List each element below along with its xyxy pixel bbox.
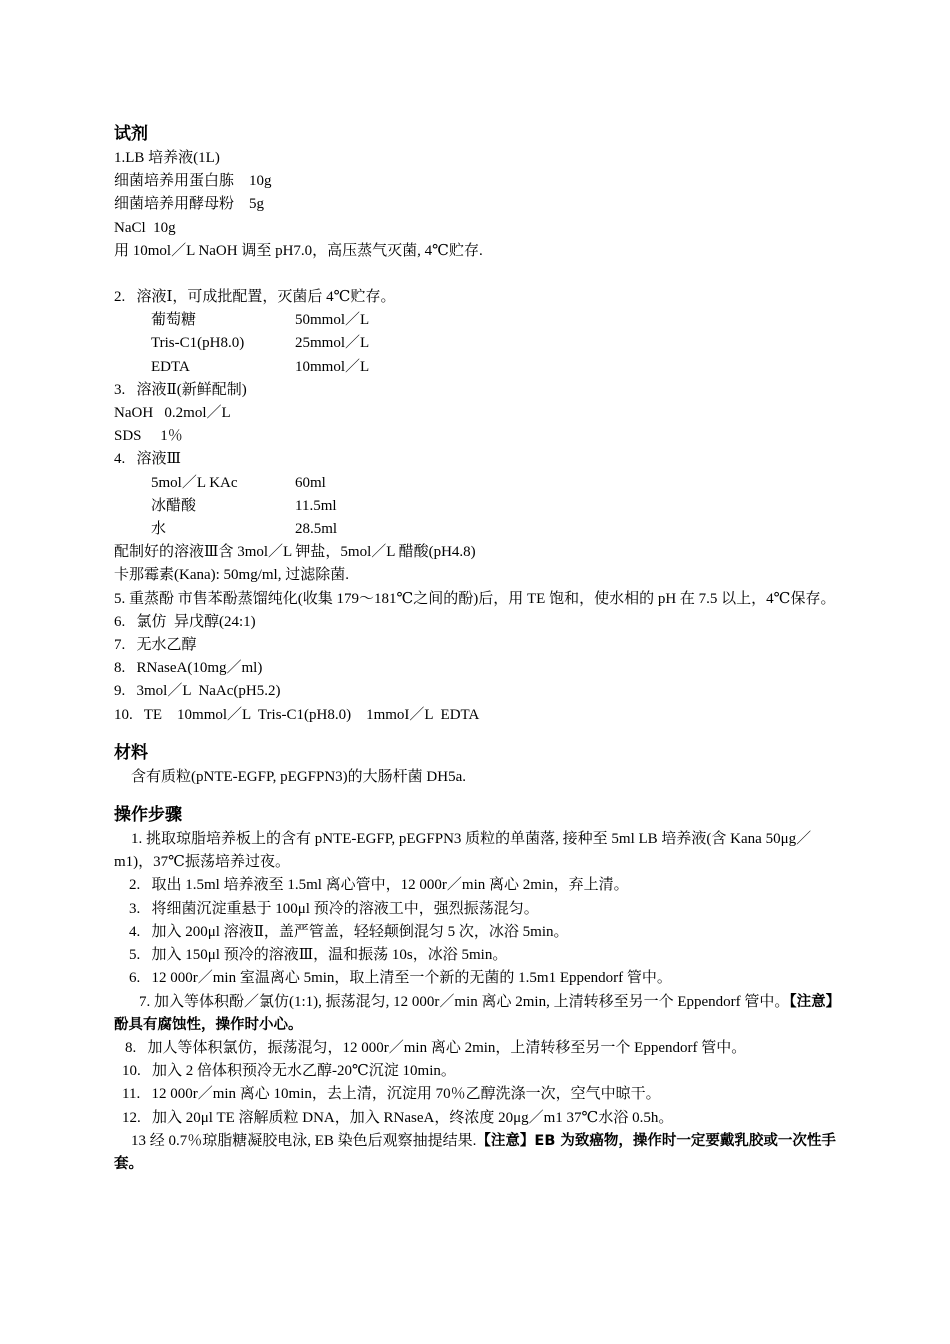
lb-line-4: 用 10mol／L NaOH 调至 pH7.0，高压蒸气灭菌, 4℃贮存. xyxy=(114,242,483,259)
component-name: Tris-C1(pH8.0) xyxy=(151,335,245,352)
reagent-item-6: 6. 氯仿 异戊醇(24:1) xyxy=(114,613,256,630)
component-amount: 50mmol／L xyxy=(295,312,370,329)
reagent-item-8: 8. RNaseA(10mg／ml) xyxy=(114,660,263,677)
step-11: 11. 12 000r／min 离心 10min，去上清，沉淀用 70％乙醇洗涤一次，空气中晾干。 xyxy=(122,1086,661,1103)
lb-line-1: 细菌培养用蛋白胨 10g xyxy=(114,173,272,190)
step-2: 2. 取出 1.5ml 培养液至 1.5ml 离心管中，12 000r／min 离心 2min，弃上清。 xyxy=(129,877,629,894)
step-1: 1. 挑取琼脂培养板上的含有 pNTE-EGFP, pEGFPN3 质粒的单菌落, 接种至 5ml LB 培养液(含 Kana 50μg／m1)，37℃振荡培养过夜。 xyxy=(114,831,812,871)
component-amount: 60ml xyxy=(295,474,326,491)
component-amount: 11.5ml xyxy=(295,497,337,514)
reagent-item-9: 9. 3mol／L NaAc(pH5.2) xyxy=(114,683,281,700)
component-name: 水 xyxy=(151,521,167,538)
solution-2-line-2: SDS 1％ xyxy=(114,428,183,445)
step-6: 6. 12 000r／min 室温离心 5min，取上清至一个新的无菌的 1.5m1 Eppendorf 管中。 xyxy=(129,970,672,987)
step-7-text: 7. 加入等体积酚／氯仿(1:1), 振荡混匀, 12 000r／min 离心 2min, 上清转移至另一个 Eppendorf 管中。 xyxy=(139,993,790,1010)
reagent-item-5: 5. 重蒸酚 市售苯酚蒸馏纯化(收集 179～181℃之间的酚)后，用 TE 饱和，使水相的 pH 在 7.5 以上，4℃保存。 xyxy=(114,590,836,607)
document-page xyxy=(114,121,840,1176)
materials-text: 含有质粒(pNTE-EGFP, pEGFPN3)的大肠杆菌 DH5a. xyxy=(131,768,466,785)
lb-line-2: 细菌培养用酵母粉 5g xyxy=(114,196,265,213)
step-10: 10. 加入 2 倍体积预冷无水乙醇-20℃沉淀 10min。 xyxy=(122,1063,456,1080)
reagents-heading: 试剂 xyxy=(114,124,148,144)
solution-1-title: 2. 溶液Ⅰ，可成批配置，灭菌后 4℃贮存。 xyxy=(114,289,396,306)
lb-title: 1.LB 培养液(1L) xyxy=(114,150,220,166)
component-name: 葡萄糖 xyxy=(151,312,197,329)
step-3: 3. 将细菌沉淀重悬于 100μl 预冷的溶液工中，强烈振荡混匀。 xyxy=(129,900,539,917)
step-5: 5. 加入 150μl 预冷的溶液Ⅲ，温和振荡 10s，冰浴 5min。 xyxy=(129,947,508,964)
reagent-item-7: 7. 无水乙醇 xyxy=(114,637,197,654)
component-name: 5mol／L KAc xyxy=(151,474,238,491)
solution-3-row xyxy=(114,472,840,495)
reagent-item-10: 10. TE 10mmol／L Tris-C1(pH8.0) 1mmoI／L EDTA xyxy=(114,706,480,723)
solution-3-row xyxy=(114,518,840,541)
solution-2-title: 3. 溶液Ⅱ(新鲜配制) xyxy=(114,381,247,398)
step-13-text: 13 经 0.7％琼脂糖凝胶电泳, EB 染色后观察抽提结果. xyxy=(131,1132,477,1149)
kana-line: 卡那霉素(Kana): 50mg/ml, 过滤除菌. xyxy=(114,567,349,584)
solution-1-row xyxy=(114,356,840,379)
step-7-warning: 【注意】酚具有腐蚀性，操作时小心。 xyxy=(114,993,833,1033)
component-name: EDTA xyxy=(151,358,190,375)
component-amount: 10mmol／L xyxy=(295,358,370,375)
step-7 xyxy=(114,991,840,1037)
step-12: 12. 加入 20μl TE 溶解质粒 DNA，加入 RNaseA，终浓度 20μg／m1 37℃水浴 0.5h。 xyxy=(122,1109,674,1126)
solution-2-line-1: NaOH 0.2mol／L xyxy=(114,405,231,422)
solution-1-row xyxy=(114,309,840,332)
solution-3-row xyxy=(114,495,840,518)
solution-3-title: 4. 溶液Ⅲ xyxy=(114,451,181,468)
materials-heading: 材料 xyxy=(114,742,148,763)
steps-heading: 操作步骤 xyxy=(114,805,182,826)
component-name: 冰醋酸 xyxy=(151,497,197,514)
component-amount: 25mmol／L xyxy=(295,335,370,352)
solution-3-note: 配制好的溶液Ⅲ含 3mol／L 钾盐，5mol／L 醋酸(pH4.8) xyxy=(114,544,476,561)
step-4: 4. 加入 200μl 溶液Ⅱ，盖严管盖，轻轻颠倒混匀 5 次，冰浴 5min。 xyxy=(129,923,569,940)
step-13-warning: 【注意】EB 为致癌物，操作时一定要戴乳胶或一次性手套。 xyxy=(114,1132,836,1172)
solution-1-row xyxy=(114,332,840,355)
component-amount: 28.5ml xyxy=(295,521,338,538)
step-8: 8. 加人等体积氯仿，振荡混匀，12 000r／min 离心 2min，上清转移至另一个 Eppendorf 管中。 xyxy=(125,1039,747,1056)
step-13 xyxy=(114,1130,840,1176)
lb-line-3: NaCl 10g xyxy=(114,219,176,236)
